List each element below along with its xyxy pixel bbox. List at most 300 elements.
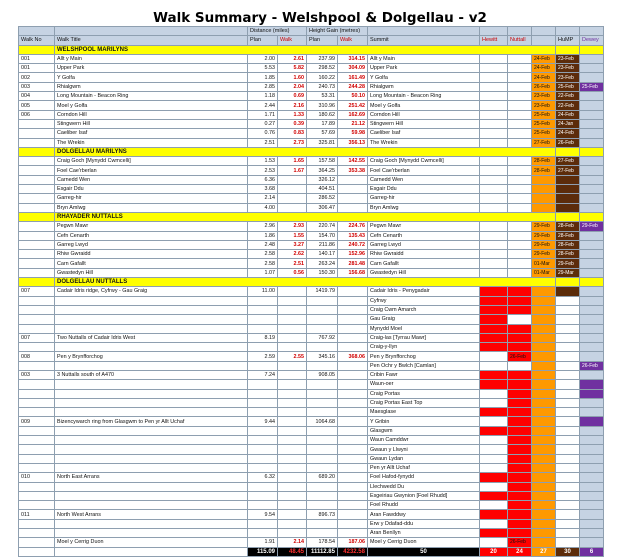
dist-walk [278,482,307,491]
dewey-cell [580,463,604,472]
nuttall-cell [508,519,532,528]
orange-cell [532,538,556,547]
height-plan [307,519,338,528]
dist-walk [278,417,307,426]
table-row [19,185,604,194]
walk-title [55,296,248,305]
dewey-cell: 25-Feb [580,82,604,91]
dist-walk [278,454,307,463]
totals-row [19,547,604,556]
dist-plan: 0.27 [248,119,278,128]
orange-cell [532,389,556,398]
height-walk: 240.72 [338,240,368,249]
walk-no [19,231,55,240]
walk-title: The Wrekin [55,138,248,147]
dist-walk: 0.56 [278,268,307,277]
humP-cell [556,343,580,352]
table-row [19,510,604,519]
summit: Allt y Main [368,54,480,63]
section-title: WELSHPOOL MARILYNS [55,45,556,54]
table-row [19,463,604,472]
height-plan: 325.81 [307,138,338,147]
section-title: RHAYADER NUTTALLS [55,212,556,221]
hewitt-cell [480,482,508,491]
dist-plan: 2.14 [248,194,278,203]
humP-cell [556,398,580,407]
summit: Aran Benllyn [368,529,480,538]
header-walk-no: Walk No [19,36,55,45]
summit: Foel Cae'rberlan [368,166,480,175]
nuttall-cell [508,482,532,491]
orange-cell [532,361,556,370]
header-distance: Distance (miles) [248,27,307,36]
dist-plan: 1.53 [248,157,278,166]
humP-cell: 24-Jan [556,119,580,128]
dist-plan: 2.58 [248,259,278,268]
orange-cell [532,305,556,314]
dist-walk [278,175,307,184]
humP-cell [556,417,580,426]
hewitt-cell [480,501,508,510]
table-row [19,287,604,296]
walk-title [55,315,248,324]
total-height-plan: 11112.85 [307,547,338,556]
orange-cell [532,175,556,184]
walk-title: Bryn Amlwg [55,203,248,212]
height-plan [307,426,338,435]
height-walk: 152.96 [338,250,368,259]
nuttall-cell [508,436,532,445]
walk-title: Caeliber Isaf [55,129,248,138]
dist-plan: 2.48 [248,240,278,249]
section-blank [19,278,55,287]
walk-title: Gwastedyn Hill [55,268,248,277]
dewey-cell [580,491,604,500]
nuttall-cell [508,324,532,333]
section-blank [580,278,604,287]
walk-title: Upper Park [55,64,248,73]
table-row [19,119,604,128]
walk-no [19,398,55,407]
summit: Upper Park [368,64,480,73]
walk-no [19,222,55,231]
hewitt-cell [480,166,508,175]
orange-cell [532,370,556,379]
orange-cell: 24-Feb [532,73,556,82]
humP-cell [556,426,580,435]
nuttall-cell [508,185,532,194]
dewey-cell [580,287,604,296]
nuttall-cell [508,343,532,352]
humP-cell: 28-Feb [556,250,580,259]
height-plan: 1419.79 [307,287,338,296]
dist-plan [248,426,278,435]
humP-cell: 26-Feb [556,138,580,147]
dist-plan [248,398,278,407]
table-row [19,175,604,184]
dewey-cell [580,129,604,138]
dist-plan [248,361,278,370]
summit: Corndon Hill [368,110,480,119]
height-plan: 298.52 [307,64,338,73]
dewey-cell [580,380,604,389]
summit: Cadair Idris - Penygadair [368,287,480,296]
humP-cell [556,454,580,463]
table-row [19,64,604,73]
dewey-cell [580,501,604,510]
nuttall-cell [508,222,532,231]
summit: Stingwern Hill [368,119,480,128]
height-walk [338,519,368,528]
hewitt-cell [480,408,508,417]
dist-walk [278,463,307,472]
orange-cell: 25-Feb [532,119,556,128]
summit: Aran Fawddwy [368,510,480,519]
hewitt-cell [480,129,508,138]
humP-cell [556,436,580,445]
walk-no: 011 [19,510,55,519]
humP-cell [556,491,580,500]
height-walk [338,510,368,519]
header-blank [532,27,556,36]
dewey-cell [580,268,604,277]
orange-cell: 28-Feb [532,157,556,166]
dist-plan: 6.36 [248,175,278,184]
summit: Mynydd Moel [368,324,480,333]
nuttall-cell [508,370,532,379]
nuttall-cell [508,110,532,119]
nuttall-cell [508,250,532,259]
nuttall-cell [508,82,532,91]
walk-no [19,315,55,324]
dist-walk [278,445,307,454]
nuttall-cell [508,138,532,147]
walk-title [55,501,248,510]
dist-plan [248,445,278,454]
hewitt-cell [480,268,508,277]
humP-cell: 23-Feb [556,54,580,63]
dewey-cell [580,250,604,259]
nuttall-cell [508,203,532,212]
height-plan [307,501,338,510]
orange-cell [532,352,556,361]
summit: Gwastedyn Hill [368,268,480,277]
dist-plan [248,324,278,333]
dewey-cell [580,231,604,240]
summit: Maesglase [368,408,480,417]
nuttall-cell [508,529,532,538]
dist-plan [248,343,278,352]
dewey-cell [580,185,604,194]
walk-no: 005 [19,101,55,110]
dist-plan: 9.54 [248,510,278,519]
dewey-cell [580,101,604,110]
dist-walk [278,343,307,352]
nuttall-cell [508,73,532,82]
section-blank [19,212,55,221]
dist-plan [248,380,278,389]
dist-plan [248,454,278,463]
humP-cell: 22-Feb [556,101,580,110]
dist-plan: 11.00 [248,287,278,296]
dist-walk: 2.73 [278,138,307,147]
humP-cell [556,389,580,398]
summit: Cyfrwy [368,296,480,305]
walk-no [19,454,55,463]
dewey-cell [580,138,604,147]
summit: Craig Portas East Top [368,398,480,407]
dist-walk: 2.62 [278,250,307,259]
height-plan [307,315,338,324]
summit: Waun-oer [368,380,480,389]
hewitt-cell [480,398,508,407]
table-row [19,194,604,203]
walk-no [19,138,55,147]
nuttall-cell [508,315,532,324]
height-walk: 251.42 [338,101,368,110]
dewey-cell [580,315,604,324]
walk-title: Bizencywarch ring from Glasgwm to Pen yr Allt Uchaf [55,417,248,426]
hewitt-cell [480,64,508,73]
total-humP: 30 [556,547,580,556]
humP-cell: 27-Feb [556,166,580,175]
summit: Rhialgwm [368,82,480,91]
dist-plan: 1.91 [248,538,278,547]
humP-cell [556,473,580,482]
table-row [19,370,604,379]
orange-cell [532,408,556,417]
dist-plan: 5.53 [248,64,278,73]
dist-plan: 8.19 [248,333,278,342]
dewey-cell [580,454,604,463]
dist-walk [278,185,307,194]
hewitt-cell [480,324,508,333]
humP-cell [556,482,580,491]
height-walk: 244.28 [338,82,368,91]
dist-walk: 0.83 [278,129,307,138]
humP-cell [556,361,580,370]
walk-title [55,343,248,352]
dist-plan: 2.59 [248,352,278,361]
totals-blank [19,547,55,556]
nuttall-cell [508,268,532,277]
height-plan: 211.86 [307,240,338,249]
hewitt-cell [480,463,508,472]
humP-cell [556,333,580,342]
height-walk [338,482,368,491]
dist-plan: 2.53 [248,166,278,175]
table-row [19,54,604,63]
summit: Esgair Ddu [368,185,480,194]
hewitt-cell [480,175,508,184]
height-plan: 345.16 [307,352,338,361]
walk-no [19,343,55,352]
walk-title: Carnedd Wen [55,175,248,184]
table-row [19,110,604,119]
height-plan: 1064.68 [307,417,338,426]
dist-walk: 2.51 [278,259,307,268]
dist-plan: 1.86 [248,231,278,240]
dist-walk [278,333,307,342]
dewey-cell [580,166,604,175]
walk-no [19,259,55,268]
header-col-orange [532,36,556,45]
dist-walk [278,426,307,435]
walk-no [19,324,55,333]
orange-cell [532,343,556,352]
nuttall-cell [508,408,532,417]
height-walk [338,501,368,510]
nuttall-cell [508,454,532,463]
table-row [19,417,604,426]
walk-title: Allt y Main [55,54,248,63]
height-plan: 57.69 [307,129,338,138]
walk-no: 009 [19,417,55,426]
dist-walk [278,519,307,528]
dewey-cell [580,519,604,528]
walk-title: Pegwn Mawr [55,222,248,231]
dist-plan: 2.51 [248,138,278,147]
total-height-walk: 4232.58 [338,547,368,556]
height-plan: 157.58 [307,157,338,166]
dist-plan: 2.96 [248,222,278,231]
orange-cell [532,203,556,212]
height-walk [338,473,368,482]
table-row [19,398,604,407]
nuttall-cell: 26-Feb [508,538,532,547]
humP-cell [556,380,580,389]
orange-cell: 25-Feb [532,129,556,138]
height-walk [338,315,368,324]
dewey-cell [580,203,604,212]
dewey-cell [580,110,604,119]
dist-plan [248,315,278,324]
orange-cell [532,482,556,491]
height-walk [338,529,368,538]
dist-walk: 1.60 [278,73,307,82]
dist-walk [278,203,307,212]
table-row [19,101,604,110]
header-hump: HuMP [556,36,580,45]
orange-cell: 24-Feb [532,54,556,63]
walk-no [19,426,55,435]
hewitt-cell [480,203,508,212]
height-plan [307,389,338,398]
nuttall-cell [508,157,532,166]
walk-no [19,389,55,398]
nuttall-cell [508,240,532,249]
dist-plan: 2.44 [248,101,278,110]
hewitt-cell [480,361,508,370]
walk-title: Carn Gafallt [55,259,248,268]
height-walk [338,436,368,445]
height-plan: 286.52 [307,194,338,203]
dewey-cell [580,343,604,352]
height-plan [307,408,338,417]
hewitt-cell [480,101,508,110]
walk-no [19,408,55,417]
nuttall-cell [508,426,532,435]
humP-cell [556,305,580,314]
section-blank [556,147,580,156]
dist-walk [278,361,307,370]
orange-cell [532,436,556,445]
total-dist-plan: 115.09 [248,547,278,556]
walk-no [19,361,55,370]
orange-cell: 26-Feb [532,82,556,91]
summit: Moel y Golfa [368,101,480,110]
header-nuttall: Nuttall [508,36,532,45]
table-row [19,529,604,538]
walk-no: 001 [19,54,55,63]
walk-title [55,361,248,370]
walk-title [55,389,248,398]
dewey-cell [580,259,604,268]
table-row [19,491,604,500]
hewitt-cell [480,82,508,91]
dist-plan [248,305,278,314]
walk-title: Garreg-hir [55,194,248,203]
humP-cell [556,175,580,184]
summit: Esgeiriau Gwynion [Foel Rhudd] [368,491,480,500]
height-plan: 220.74 [307,222,338,231]
height-plan [307,482,338,491]
hewitt-cell [480,343,508,352]
hewitt-cell [480,73,508,82]
summit: Gwaun y Llwyni [368,445,480,454]
orange-cell: 29-Feb [532,250,556,259]
table-row [19,315,604,324]
section-title: DOLGELLAU MARILYNS [55,147,556,156]
walk-title [55,454,248,463]
nuttall-cell [508,287,532,296]
height-plan: 896.73 [307,510,338,519]
height-plan [307,445,338,454]
table-row [19,231,604,240]
humP-cell: 24-Feb [556,110,580,119]
height-plan: 160.22 [307,73,338,82]
table-row [19,352,604,361]
humP-cell: 27-Feb [556,157,580,166]
section-row [19,45,604,54]
hewitt-cell [480,231,508,240]
dewey-cell [580,417,604,426]
height-walk [338,491,368,500]
height-walk: 162.69 [338,110,368,119]
hewitt-cell [480,445,508,454]
table-row [19,203,604,212]
height-plan [307,398,338,407]
dewey-cell: 26-Feb [580,361,604,370]
summit: Bryn Amlwg [368,203,480,212]
section-blank [580,147,604,156]
walk-no [19,119,55,128]
hewitt-cell [480,519,508,528]
dewey-cell [580,473,604,482]
humP-cell [556,510,580,519]
summit: Garreg Lwyd [368,240,480,249]
header-height-walk: Walk [338,36,368,45]
dist-walk [278,315,307,324]
dewey-cell [580,370,604,379]
nuttall-cell [508,389,532,398]
walk-no [19,538,55,547]
walk-no [19,305,55,314]
humP-cell [556,296,580,305]
summit: Craig Goch [Mynydd Cwmcelli] [368,157,480,166]
dist-walk [278,501,307,510]
dist-plan [248,296,278,305]
